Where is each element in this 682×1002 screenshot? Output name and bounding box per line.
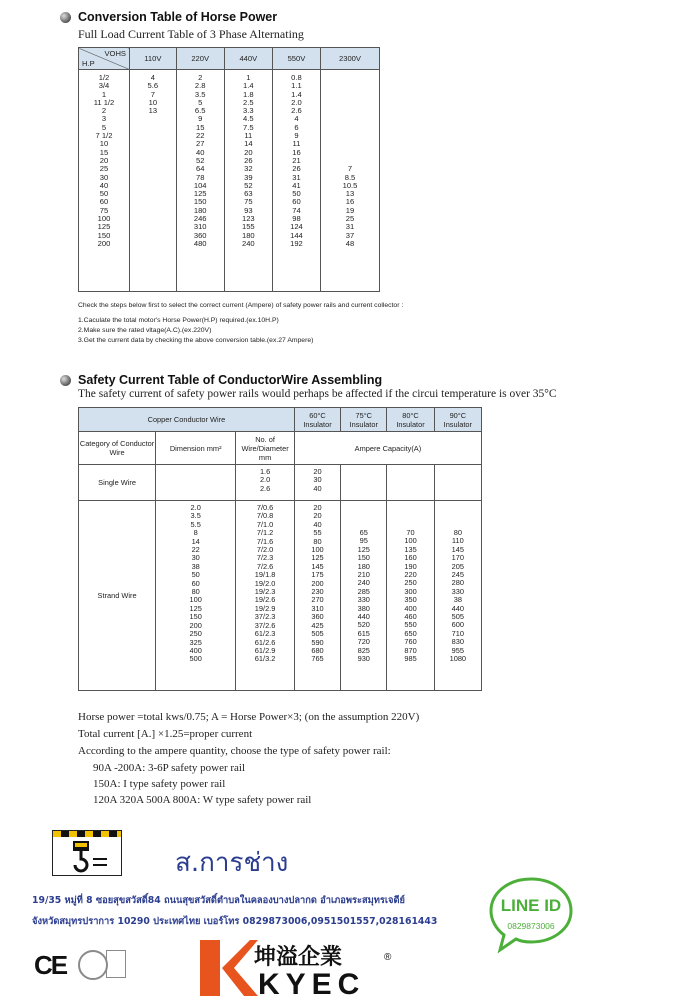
strand-60-value: 40 [313, 519, 322, 529]
strand-75-value: 440 [357, 612, 370, 622]
strand-dim-value: 200 [189, 620, 202, 630]
strand-60-value: 80 [313, 536, 322, 546]
v550-value: 31 [292, 172, 301, 182]
col-550v: 550V [272, 48, 320, 70]
single-60-value: 20 [313, 467, 322, 476]
formula-line-4: 90A -200A: 3-6P safety power rail [93, 762, 246, 774]
v2300-value: 16 [345, 197, 355, 207]
col-440v: 440V [224, 48, 272, 70]
v440-value: 93 [244, 205, 253, 215]
v220-value: 480 [193, 238, 207, 248]
strand-75-value: 125 [357, 544, 370, 554]
strand-90-value: 170 [451, 553, 464, 563]
hp-value: 1/2 [98, 73, 110, 82]
corner-header [79, 48, 130, 70]
v2300-value: 48 [345, 238, 355, 248]
strand-60-value: 175 [311, 570, 324, 580]
v550-value: 60 [292, 197, 301, 207]
line-id-title: LINE ID [500, 896, 562, 915]
copper-header: Copper Conductor Wire [79, 408, 295, 432]
strand-60-value: 55 [313, 528, 322, 538]
strand-60 [294, 501, 340, 691]
strand-nowire-value: 37/2.6 [254, 620, 276, 630]
v220-value: 9 [198, 114, 203, 124]
ins75-header: 75°C Insulator [341, 408, 387, 432]
formula-line-3: According to the ampere quantity, choose the type of safety power rail: [78, 745, 391, 757]
strand-75-value: 285 [357, 586, 370, 596]
nowire-header: No. of Wire/Diameter mm [236, 432, 295, 465]
step-2: 2.Make sure the rated vltage(A.C).(ex.220V) [78, 327, 212, 334]
strand-90-value: 440 [451, 603, 464, 613]
strand-90-value: 205 [451, 561, 464, 571]
strand-75-value: 615 [357, 628, 370, 638]
v110-value: 5.6 [147, 81, 159, 91]
strand-75-value: 240 [357, 578, 370, 588]
v440-value: 39 [244, 172, 253, 182]
hp-value: 100 [97, 214, 111, 224]
v550-value: 2.0 [291, 97, 302, 107]
hp-value: 5 [101, 122, 107, 132]
strand-dim-value: 14 [191, 536, 200, 546]
strand-80-value: 300 [404, 586, 417, 596]
strand-nowire-value: 7/2.0 [256, 545, 274, 555]
strand-60-value: 100 [311, 545, 324, 555]
kyec-k-symbol-icon [198, 936, 258, 1000]
strand-75-value: 65 [359, 528, 368, 537]
v220-value: 150 [193, 197, 207, 207]
strand-nowire-value: 7/2.3 [256, 553, 274, 563]
strand-60-value: 230 [311, 587, 324, 597]
formula-line-1: Horse power =total kws/0.75; A = Horse Power×3; (on the assumption 220V) [78, 711, 420, 723]
strand-75-value: 95 [359, 536, 368, 546]
single-dim [156, 465, 236, 501]
step-3: 3.Get the current data by checking the above conversion table.(ex.27 Ampere) [78, 337, 314, 344]
strand-75-value: 150 [357, 553, 370, 563]
section2-subtitle: The safety current of safety power rails would perhaps be affected if the circui temperature is over 35°C [78, 388, 557, 400]
v220-value: 310 [193, 222, 207, 232]
strand-80 [387, 501, 434, 691]
strand-80-value: 350 [404, 595, 417, 605]
strand-60-value: 505 [311, 629, 324, 639]
v110-value: 7 [150, 89, 155, 99]
v550-value: 21 [292, 155, 301, 165]
brand-english: KYEC [258, 968, 366, 1001]
quality-badge-icon [106, 950, 126, 978]
strand-nowire-value: 19/2.0 [254, 578, 276, 588]
v110-value: 13 [148, 106, 158, 116]
strand-dim-value: 100 [189, 595, 202, 605]
strand-75-value: 210 [357, 570, 370, 580]
v440-value: 155 [241, 222, 255, 232]
step-1: 1.Caculate the total motor's Horse Power(H.P) required.(ex.10H.P) [78, 317, 279, 324]
strand-dim-value: 125 [189, 603, 202, 613]
strand-90-value: 330 [451, 586, 464, 596]
v550-value: 2.6 [291, 106, 302, 116]
formula-line-6: 120A 320A 500A 800A: W type safety power rail [93, 794, 312, 806]
v550-value: 192 [290, 238, 303, 248]
strand-80-value: 400 [404, 603, 417, 613]
strand-90-value: 955 [451, 645, 464, 655]
v2300-value: 19 [345, 205, 355, 215]
v550-value: 6 [294, 122, 299, 132]
col-110v: 110V [130, 48, 177, 70]
strand-80-value: 250 [404, 578, 417, 588]
single-75 [341, 465, 387, 501]
v440-value: 63 [244, 189, 253, 199]
v220-value: 2.8 [194, 81, 206, 91]
v440-value: 7.5 [243, 122, 254, 132]
strand-90-value: 80 [453, 528, 462, 537]
strand-nowire-value: 7/1.6 [256, 536, 274, 546]
strand-60-value: 125 [311, 553, 324, 563]
address-line-2: จังหวัดสมุทรปราการ 10290 ประเทศไทย เบอร์โทร 0829873006,0951501557,028161443 [32, 916, 438, 927]
strand-90-value: 280 [451, 578, 464, 588]
strand-60-value: 20 [313, 503, 322, 512]
strand-90-value: 1080 [449, 654, 467, 664]
dimension-header: Dimension mm² [156, 432, 236, 465]
v220-value: 180 [193, 205, 207, 215]
ins90-header: 90°C Insulator [434, 408, 481, 432]
strand-nowire-value: 19/2.9 [254, 603, 276, 613]
v220-value: 52 [195, 155, 205, 165]
v110-value: 10 [148, 97, 158, 107]
v220-value: 78 [195, 172, 205, 182]
v440-value: 75 [244, 197, 253, 207]
ce-mark: CE [34, 950, 67, 980]
col-220v: 220V [176, 48, 224, 70]
v550-value: 98 [292, 214, 301, 224]
v440-value: 2.5 [243, 97, 254, 107]
strand-90-value: 600 [451, 620, 464, 630]
strand-nowire-value: 61/2.6 [254, 637, 276, 647]
v220-value: 40 [195, 147, 205, 157]
section-bullet-icon [60, 12, 71, 23]
strand-nowire-value: 7/1.2 [256, 528, 274, 538]
strand-dim-value: 38 [191, 561, 200, 571]
strand-nowire-value: 7/1.0 [256, 519, 274, 529]
v220-value: 246 [193, 214, 207, 224]
v550-value: 9 [294, 131, 299, 141]
strand-dim-value: 2.0 [190, 503, 201, 512]
strand-nowire-value: 7/2.6 [256, 561, 274, 571]
v440-value: 1 [246, 73, 251, 82]
strand-60-value: 145 [311, 561, 324, 571]
ampere-header: Ampere Capacity(A) [294, 432, 481, 465]
v2300-column [321, 70, 380, 292]
v110-column [130, 70, 177, 292]
strand-80-value: 550 [404, 620, 417, 630]
strand-dim-value: 5.5 [190, 519, 201, 529]
v2300-value: 25 [345, 214, 355, 224]
company-name: ส.การช่าง [175, 848, 289, 878]
v220-value: 6.5 [194, 106, 206, 116]
v550-value: 16 [292, 147, 301, 157]
strand-dim-value: 150 [189, 612, 202, 622]
strand-90-value: 245 [451, 570, 464, 580]
strand-80-value: 220 [404, 570, 417, 580]
strand-90-value: 505 [451, 612, 464, 622]
strand-80-value: 100 [404, 536, 417, 546]
v550-column [272, 70, 320, 292]
hp-conversion-table [78, 47, 380, 292]
strand-nowire-value: 19/2.3 [254, 587, 276, 597]
v220-value: 5 [198, 97, 203, 107]
v440-value: 123 [241, 214, 255, 224]
v2300-value: 31 [345, 222, 355, 232]
single-90 [434, 465, 481, 501]
v550-value: 1.4 [291, 89, 302, 99]
v2300-value: 8.5 [344, 172, 356, 182]
v440-value: 20 [244, 147, 253, 157]
strand-80-value: 760 [404, 637, 417, 647]
v2300-value: 10.5 [342, 180, 358, 190]
strand-dim-value: 80 [191, 587, 200, 597]
strand-75-value: 930 [357, 654, 370, 664]
hp-value: 25 [99, 164, 109, 174]
hp-value: 2 [101, 106, 107, 116]
strand-80-value: 160 [404, 553, 417, 563]
v220-value: 104 [193, 180, 207, 190]
v440-value: 26 [244, 155, 253, 165]
v2300-value: 37 [345, 230, 355, 240]
line-id-number: 0829873006 [507, 921, 555, 931]
strand-60-value: 425 [311, 620, 324, 630]
strand-dim-value: 50 [191, 570, 200, 580]
section1-subtitle: Full Load Current Table of 3 Phase Alternating [78, 27, 304, 41]
v2300-value: 7 [347, 164, 353, 174]
v550-value: 74 [292, 205, 301, 215]
strand-dim-value: 3.5 [190, 511, 201, 521]
strand-80-value: 985 [404, 654, 417, 664]
strand-90-value: 110 [451, 536, 464, 546]
strand-dim-value: 250 [189, 629, 202, 639]
v440-value: 32 [244, 164, 253, 174]
formula-line-2: Total current [A.] ×1.25=proper current [78, 728, 253, 740]
brand-chinese: 坤溢企業 [254, 945, 343, 970]
single-60-value: 40 [313, 483, 322, 493]
address-line-1: 19/35 หมู่ที่ 8 ซอยสุขสวัสดิ์84 ถนนสุขสวัสดิ์ตำบลในคลองบางปลากด อำเภอพระสมุทรเจดีย์ [32, 895, 405, 906]
v220-value: 27 [195, 139, 205, 149]
certification-seal-icon [78, 950, 108, 980]
strand-nowire-value: 61/2.3 [254, 629, 276, 639]
strand-80-value: 190 [404, 561, 417, 571]
v220-value: 22 [195, 131, 205, 141]
strand-60-value: 200 [311, 578, 324, 588]
v440-value: 3.3 [243, 106, 254, 116]
steps-intro: Check the steps below first to select the correct current (Ampere) of safety power rails and current collector : [78, 302, 404, 309]
v550-value: 144 [290, 230, 303, 240]
v440-value: 11 [244, 131, 253, 141]
v440-value: 1.8 [243, 89, 254, 99]
hp-value: 125 [97, 222, 111, 232]
strand-dim-value: 400 [189, 645, 202, 655]
v440-value: 1.4 [243, 81, 254, 91]
strand-dim-value: 30 [191, 553, 200, 563]
strand-80-value: 460 [404, 612, 417, 622]
hp-value: 75 [99, 205, 109, 215]
line-id-badge [488, 876, 574, 954]
hp-column [79, 70, 130, 292]
conductor-wire-table [78, 407, 482, 691]
strand-80-value: 650 [404, 628, 417, 638]
v220-value: 360 [193, 230, 207, 240]
hp-value: 50 [99, 189, 109, 199]
strand-75-value: 380 [357, 603, 370, 613]
v550-value: 41 [292, 180, 301, 190]
hp-value: 10 [99, 139, 109, 149]
hp-value: 1 [101, 89, 107, 99]
company-logo [52, 830, 122, 876]
hp-value: 20 [99, 155, 109, 165]
v550-value: 1.1 [291, 81, 302, 91]
strand-90-value: 710 [451, 628, 464, 638]
strand-75-value: 825 [357, 645, 370, 655]
strand-dim-value: 500 [189, 654, 202, 664]
strand-60-value: 270 [311, 595, 324, 605]
strand-60-value: 310 [311, 603, 324, 613]
single-nowire-value: 2.6 [259, 483, 271, 493]
ins60-header: 60°C Insulator [294, 408, 340, 432]
strand-75-value: 520 [357, 620, 370, 630]
hp-axis-label: H.P [82, 59, 95, 68]
v440-value: 4.5 [243, 114, 254, 124]
hp-value: 7 1/2 [95, 131, 113, 141]
v220-column [176, 70, 224, 292]
single-nowire-value: 1.6 [259, 467, 271, 476]
strand-60-value: 680 [311, 645, 324, 655]
hp-value: 30 [99, 172, 109, 182]
v440-value: 180 [241, 230, 255, 240]
single-60-value: 30 [313, 475, 322, 485]
hp-value: 60 [99, 197, 109, 207]
section-bullet-icon [60, 375, 71, 386]
strand-nowire-value: 7/0.8 [256, 511, 274, 521]
v440-value: 52 [244, 180, 253, 190]
strand-75-value: 180 [357, 561, 370, 571]
v550-value: 50 [292, 189, 301, 199]
strand-80-value: 70 [406, 528, 415, 537]
strand-dim-value: 8 [193, 528, 198, 538]
v220-value: 125 [193, 189, 207, 199]
kyec-logo [198, 936, 398, 1000]
strand-60-value: 765 [311, 654, 324, 664]
strand-75-value: 330 [357, 595, 370, 605]
v220-value: 3.5 [194, 89, 206, 99]
hp-value: 3/4 [98, 81, 110, 91]
section2-title: Safety Current Table of ConductorWire Assembling [78, 373, 383, 387]
v2300-value: 13 [345, 189, 355, 199]
single-nowire [236, 465, 295, 501]
single-60 [294, 465, 340, 501]
v440-value: 240 [241, 238, 255, 248]
strand-80-value: 135 [404, 544, 417, 554]
strand-dim-value: 325 [189, 637, 202, 647]
strand-75-value: 720 [357, 637, 370, 647]
voltage-axis-label: VOHS [104, 49, 126, 58]
hp-value: 200 [97, 238, 111, 248]
hp-value: 11 1/2 [93, 97, 115, 107]
strand-90 [434, 501, 481, 691]
single-80 [387, 465, 434, 501]
brand-registered: ® [384, 952, 392, 963]
strand-nowire-value: 61/2.9 [254, 645, 276, 655]
ins80-header: 80°C Insulator [387, 408, 434, 432]
single-nowire-value: 2.0 [259, 475, 271, 485]
strand-dim-value: 22 [191, 545, 200, 555]
strand-60-value: 20 [313, 511, 322, 521]
formula-line-5: 150A: I type safety power rail [93, 778, 226, 790]
strand-90-value: 830 [451, 637, 464, 647]
strand-80-value: 870 [404, 645, 417, 655]
col-2300v: 2300V [321, 48, 380, 70]
v220-value: 2 [198, 73, 203, 82]
hp-value: 40 [99, 180, 109, 190]
strand-dim [156, 501, 236, 691]
v550-value: 4 [294, 114, 299, 124]
v550-value: 0.8 [291, 73, 302, 82]
strand-60-value: 590 [311, 637, 324, 647]
strand-nowire-value: 7/0.6 [256, 503, 274, 512]
strand-75 [341, 501, 387, 691]
v220-value: 64 [195, 164, 205, 174]
v220-value: 15 [195, 122, 205, 132]
v440-column [224, 70, 272, 292]
strand-nowire [236, 501, 295, 691]
v110-value: 4 [150, 73, 155, 82]
strand-nowire-value: 61/3.2 [254, 654, 276, 664]
hp-value: 15 [99, 147, 109, 157]
v550-value: 11 [292, 139, 301, 149]
strand-nowire-value: 19/1.8 [254, 570, 276, 580]
hp-value: 3 [101, 114, 107, 124]
single-wire-label: Single Wire [79, 465, 156, 501]
crane-hook-icon [53, 837, 121, 875]
strand-90-value: 145 [451, 544, 464, 554]
v550-value: 26 [292, 164, 301, 174]
strand-60-value: 360 [311, 612, 324, 622]
strand-90-value: 38 [453, 595, 462, 605]
strand-nowire-value: 19/2.6 [254, 595, 276, 605]
strand-wire-label: Strand Wire [79, 501, 156, 691]
v550-value: 124 [290, 222, 303, 232]
hp-value: 150 [97, 230, 111, 240]
section1-title: Conversion Table of Horse Power [78, 10, 278, 24]
strand-dim-value: 60 [191, 578, 200, 588]
strand-nowire-value: 37/2.3 [254, 612, 276, 622]
category-header: Category of Conductor Wire [79, 432, 156, 465]
v440-value: 14 [244, 139, 253, 149]
